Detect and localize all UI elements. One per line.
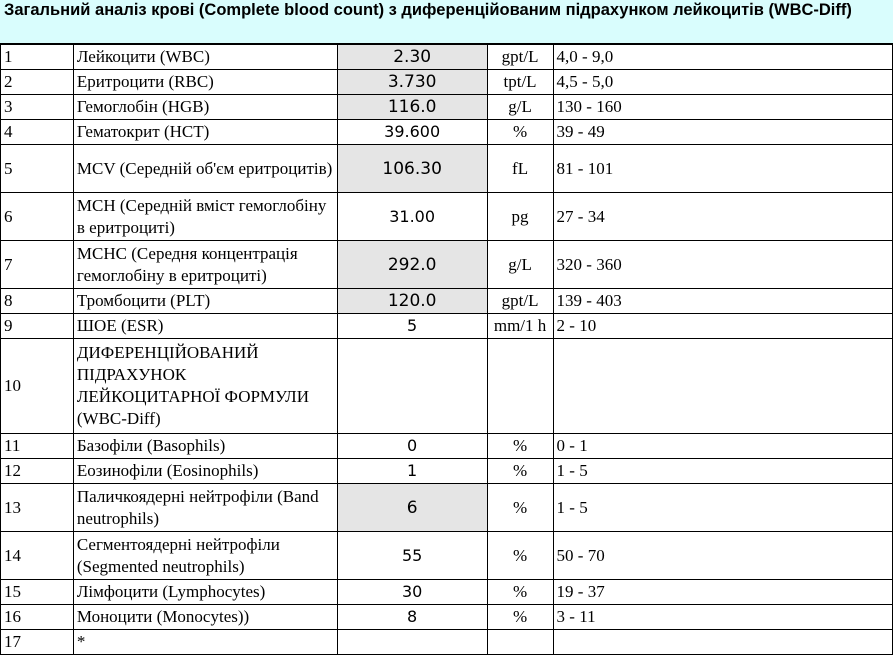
test-unit: gpt/L [487,289,553,314]
test-name: Лейкоцити (WBC) [73,45,337,70]
reference-range: 39 - 49 [553,120,892,145]
row-number: 2 [1,70,74,95]
table-row [1,459,893,484]
table-row [1,580,893,605]
test-name: MCH (Середній вміст гемоглобіну в еритроциті) [73,193,337,241]
test-unit [487,630,553,655]
test-name: Еозинофіли (Eosinophils) [73,459,337,484]
test-result: 116.0 [337,95,487,120]
table-row [1,339,893,434]
test-result: 106.30 [337,145,487,193]
table-row [1,120,893,145]
test-result: 39.600 [337,120,487,145]
test-name: Тромбоцити (PLT) [73,289,337,314]
test-unit: g/L [487,241,553,289]
test-result: 1 [337,459,487,484]
report-title: Загальний аналіз крові (Complete blood count) з диференційованим підрахунком лейкоцитів (WBC-Diff) [0,0,893,44]
test-result: 6 [337,484,487,532]
row-number: 6 [1,193,74,241]
reference-range: 4,0 - 9,0 [553,45,892,70]
test-name: ШОЕ (ESR) [73,314,337,339]
reference-range: 130 - 160 [553,95,892,120]
test-name: MCHC (Середня концентрація гемоглобіну в еритроциті) [73,241,337,289]
row-number: 7 [1,241,74,289]
table-row [1,95,893,120]
test-unit: pg [487,193,553,241]
test-name: Лімфоцити (Lymphocytes) [73,580,337,605]
test-unit: gpt/L [487,45,553,70]
row-number: 1 [1,45,74,70]
test-unit: % [487,459,553,484]
table-row [1,70,893,95]
test-unit: % [487,532,553,580]
test-unit: % [487,605,553,630]
test-unit: % [487,434,553,459]
test-result: 2.30 [337,45,487,70]
test-result: 120.0 [337,289,487,314]
test-name: Моноцити (Monocytes)) [73,605,337,630]
test-unit: g/L [487,95,553,120]
reference-range [553,339,892,434]
test-name: Сегментоядерні нейтрофіли (Segmented neutrophils) [73,532,337,580]
test-result: 292.0 [337,241,487,289]
reference-range [553,630,892,655]
row-number: 8 [1,289,74,314]
test-name: Гемоглобін (HGB) [73,95,337,120]
test-result [337,339,487,434]
test-unit: % [487,580,553,605]
row-number: 15 [1,580,74,605]
test-result: 5 [337,314,487,339]
reference-range: 139 - 403 [553,289,892,314]
table-row [1,532,893,580]
table-row [1,605,893,630]
reference-range: 3 - 11 [553,605,892,630]
test-unit: fL [487,145,553,193]
test-result: 0 [337,434,487,459]
reference-range: 4,5 - 5,0 [553,70,892,95]
row-number: 10 [1,339,74,434]
test-unit: % [487,484,553,532]
row-number: 11 [1,434,74,459]
reference-range: 1 - 5 [553,459,892,484]
row-number: 4 [1,120,74,145]
table-row [1,241,893,289]
row-number: 3 [1,95,74,120]
table-row [1,434,893,459]
table-row [1,145,893,193]
table-row [1,193,893,241]
table-row [1,289,893,314]
reference-range: 27 - 34 [553,193,892,241]
table-row [1,630,893,655]
test-name: Гематокрит (HCT) [73,120,337,145]
reference-range: 50 - 70 [553,532,892,580]
test-result: 55 [337,532,487,580]
table-row [1,484,893,532]
reference-range: 0 - 1 [553,434,892,459]
reference-range: 81 - 101 [553,145,892,193]
test-name: Паличкоядерні нейтрофіли (Band neutrophils) [73,484,337,532]
section-title: ДИФЕРЕНЦІЙОВАНИЙ ПІДРАХУНОК ЛЕЙКОЦИТАРНОЇ ФОРМУЛИ (WBC-Diff) [73,339,337,434]
row-number: 5 [1,145,74,193]
table-row [1,314,893,339]
reference-range: 19 - 37 [553,580,892,605]
test-name: Базофіли (Basophils) [73,434,337,459]
row-number: 17 [1,630,74,655]
test-unit [487,339,553,434]
test-unit: tpt/L [487,70,553,95]
row-number: 13 [1,484,74,532]
reference-range: 320 - 360 [553,241,892,289]
reference-range: 2 - 10 [553,314,892,339]
test-name: Еритроцити (RBC) [73,70,337,95]
test-name: MCV (Середній об'єм еритроцитів) [73,145,337,193]
test-name: * [73,630,337,655]
row-number: 16 [1,605,74,630]
test-unit: % [487,120,553,145]
test-result [337,630,487,655]
test-result: 31.00 [337,193,487,241]
row-number: 12 [1,459,74,484]
row-number: 14 [1,532,74,580]
test-result: 8 [337,605,487,630]
test-result: 3.730 [337,70,487,95]
results-table [0,44,893,655]
table-row [1,45,893,70]
reference-range: 1 - 5 [553,484,892,532]
test-result: 30 [337,580,487,605]
test-unit: mm/1 h [487,314,553,339]
row-number: 9 [1,314,74,339]
